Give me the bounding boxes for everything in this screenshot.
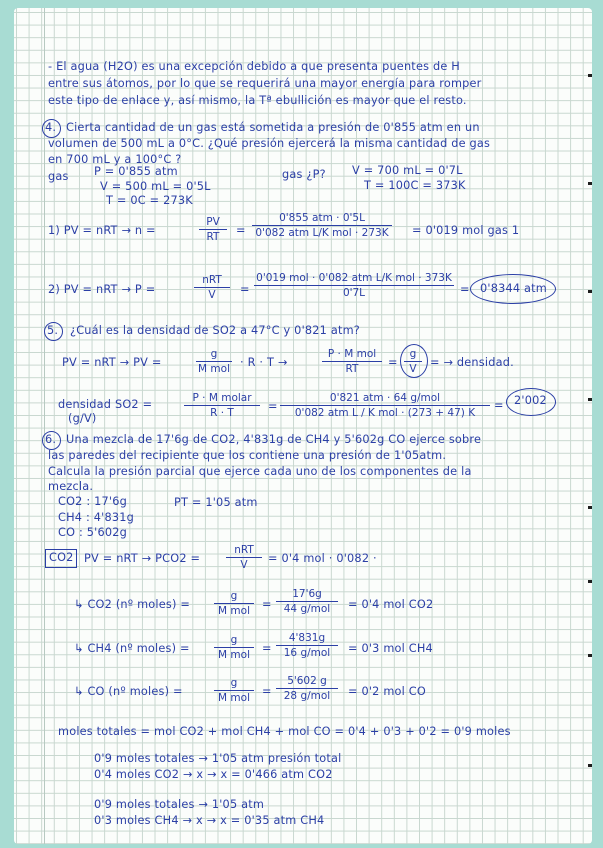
denominator: V (240, 559, 248, 571)
numerator: nRT (234, 544, 254, 556)
fraction (214, 677, 254, 704)
rule-of-three: 0'3 moles CH4 → x → x = 0'35 atm CH4 (94, 814, 325, 827)
rule-of-three: 0'4 moles CO2 → x → x = 0'466 atm CO2 (94, 768, 333, 781)
fraction (214, 590, 254, 617)
fraction (252, 212, 392, 239)
denominator: 0'082 atm L/K mol · 273K (255, 227, 389, 239)
result: 2'002 (514, 394, 547, 407)
fraction (254, 272, 454, 299)
equals: = (236, 224, 246, 237)
paragraph-line: este tipo de enlace y, así mismo, la Tª ebullición es mayor que el resto. (48, 94, 467, 107)
question-number: 6. (45, 433, 57, 446)
given-data: CO : 5'602g (58, 526, 127, 539)
binder-ring (588, 74, 592, 92)
equation: 1) PV = nRT → n = (48, 224, 156, 237)
question-number: 4. (45, 121, 57, 134)
binder-ring (588, 654, 592, 672)
denominator: RT (345, 363, 359, 375)
equation: = → densidad. (430, 356, 514, 369)
denominator: R · T (210, 407, 234, 419)
result: = 0'4 mol CO2 (348, 598, 434, 611)
fraction (276, 675, 338, 702)
equals: = (240, 283, 250, 296)
equation: 2) PV = nRT → P = (48, 283, 156, 296)
numerator: 0'019 mol · 0'082 atm L/K mol · 373K (256, 272, 452, 284)
equation: = 0'4 mol · 0'082 · (268, 552, 377, 565)
denominator: M mol (218, 649, 250, 661)
equals: = (262, 685, 272, 698)
numerator: 0'821 atm · 64 g/mol (329, 392, 441, 404)
density-unit: (g/V) (68, 412, 97, 425)
equation: · R · T → (240, 356, 288, 369)
fraction (322, 348, 382, 375)
equation: PV = nRT → PV = (62, 356, 162, 369)
label: CO2 (49, 551, 74, 564)
question-text: en 700 mL y a 100°C ? (48, 153, 182, 166)
numerator: 17'6g (292, 588, 322, 600)
fraction (184, 392, 260, 419)
numerator: 5'602 g (287, 675, 327, 687)
binder-ring (588, 182, 592, 200)
denominator: V (208, 289, 216, 301)
binder-ring (588, 398, 592, 416)
numerator: P · M molar (192, 392, 252, 404)
binder-ring (588, 290, 592, 308)
question-text: mezcla. (48, 480, 94, 493)
fraction (226, 544, 262, 571)
moles-line: ↳ CH4 (nº moles) = (74, 642, 190, 655)
denominator: V (409, 363, 417, 375)
fraction (276, 588, 338, 615)
fraction (196, 348, 232, 375)
fraction (199, 216, 227, 243)
equals: = (388, 356, 398, 369)
gas-label: gas (48, 170, 69, 183)
question-text: las paredes del recipiente que los contiene una presión de 1'05atm. (48, 449, 447, 462)
gas-data: V = 700 mL = 0'7L (352, 164, 463, 177)
denominator: M mol (218, 605, 250, 617)
denominator: 44 g/mol (283, 603, 331, 615)
given-data: CO2 : 17'6g (58, 495, 127, 508)
result: 0'8344 atm (480, 282, 547, 295)
notebook-page (14, 8, 592, 844)
gas-data: T = 100C = 373K (364, 179, 466, 192)
numerator: PV (206, 216, 220, 228)
rule-of-three: 0'9 moles totales → 1'05 atm (94, 798, 265, 811)
denominator: 16 g/mol (283, 647, 331, 659)
total-moles: moles totales = mol CO2 + mol CH4 + mol CO = 0'4 + 0'3 + 0'2 = 0'9 moles (58, 725, 511, 738)
numerator: g (210, 348, 218, 360)
denominator: RT (206, 231, 220, 243)
paragraph-line: entre sus átomos, por lo que se requerirá una mayor energía para romper (48, 77, 482, 90)
fraction (404, 348, 422, 375)
result: = 0'2 mol CO (348, 685, 426, 698)
equals: = (460, 283, 470, 296)
binder-ring (588, 506, 592, 524)
gas-data: T = 0C = 273K (106, 194, 193, 207)
equals: = (268, 400, 278, 413)
moles-line: ↳ CO (nº moles) = (74, 685, 183, 698)
given-data: PT = 1'05 atm (174, 496, 258, 509)
denominator: M mol (198, 363, 230, 375)
equals: = (262, 642, 272, 655)
question-text: Calcula la presión parcial que ejerce cada uno de los componentes de la (48, 465, 472, 478)
binder-ring (588, 580, 592, 598)
question-number: 5. (47, 324, 59, 337)
fraction (194, 274, 230, 301)
numerator: g (230, 677, 238, 689)
result: = 0'3 mol CH4 (348, 642, 433, 655)
result: = 0'019 mol gas 1 (412, 224, 520, 237)
question-text: volumen de 500 mL a 0°C. ¿Qué presión ejercerá la misma cantidad de gas (48, 137, 491, 150)
numerator: 4'831g (288, 632, 326, 644)
fraction (214, 634, 254, 661)
paragraph-line: - El agua (H2O) es una excepción debido a que presenta puentes de H (48, 60, 460, 73)
question-text: ¿Cuál es la densidad de SO2 a 47°C y 0'821 atm? (70, 324, 360, 337)
fraction (276, 632, 338, 659)
question-text: Una mezcla de 17'6g de CO2, 4'831g de CH4 y 5'602g CO ejerce sobre (66, 433, 482, 446)
moles-line: ↳ CO2 (nº moles) = (74, 598, 191, 611)
numerator: g (230, 590, 238, 602)
gas-data: P = 0'855 atm (94, 165, 178, 178)
equation: PV = nRT → PCO2 = (84, 552, 201, 565)
gas-data: V = 500 mL = 0'5L (100, 180, 211, 193)
equals: = (494, 399, 504, 412)
numerator: g (409, 348, 417, 360)
numerator: 0'855 atm · 0'5L (279, 212, 365, 224)
numerator: P · M mol (327, 348, 377, 360)
numerator: nRT (202, 274, 222, 286)
denominator: M mol (218, 692, 250, 704)
binder-ring (588, 764, 592, 782)
given-data: CH4 : 4'831g (58, 511, 134, 524)
denominator: 28 g/mol (283, 690, 331, 702)
density-label: densidad SO2 = (58, 398, 153, 411)
question-text: Cierta cantidad de un gas está sometida a presión de 0'855 atm en un (66, 121, 480, 134)
denominator: 0'082 atm L / K mol · (273 + 47) K (294, 407, 476, 419)
denominator: 0'7L (342, 287, 366, 299)
fraction (280, 392, 490, 419)
equals: = (262, 598, 272, 611)
rule-of-three: 0'9 moles totales → 1'05 atm presión total (94, 752, 342, 765)
gas-label: gas ¿P? (282, 168, 326, 181)
numerator: g (230, 634, 238, 646)
